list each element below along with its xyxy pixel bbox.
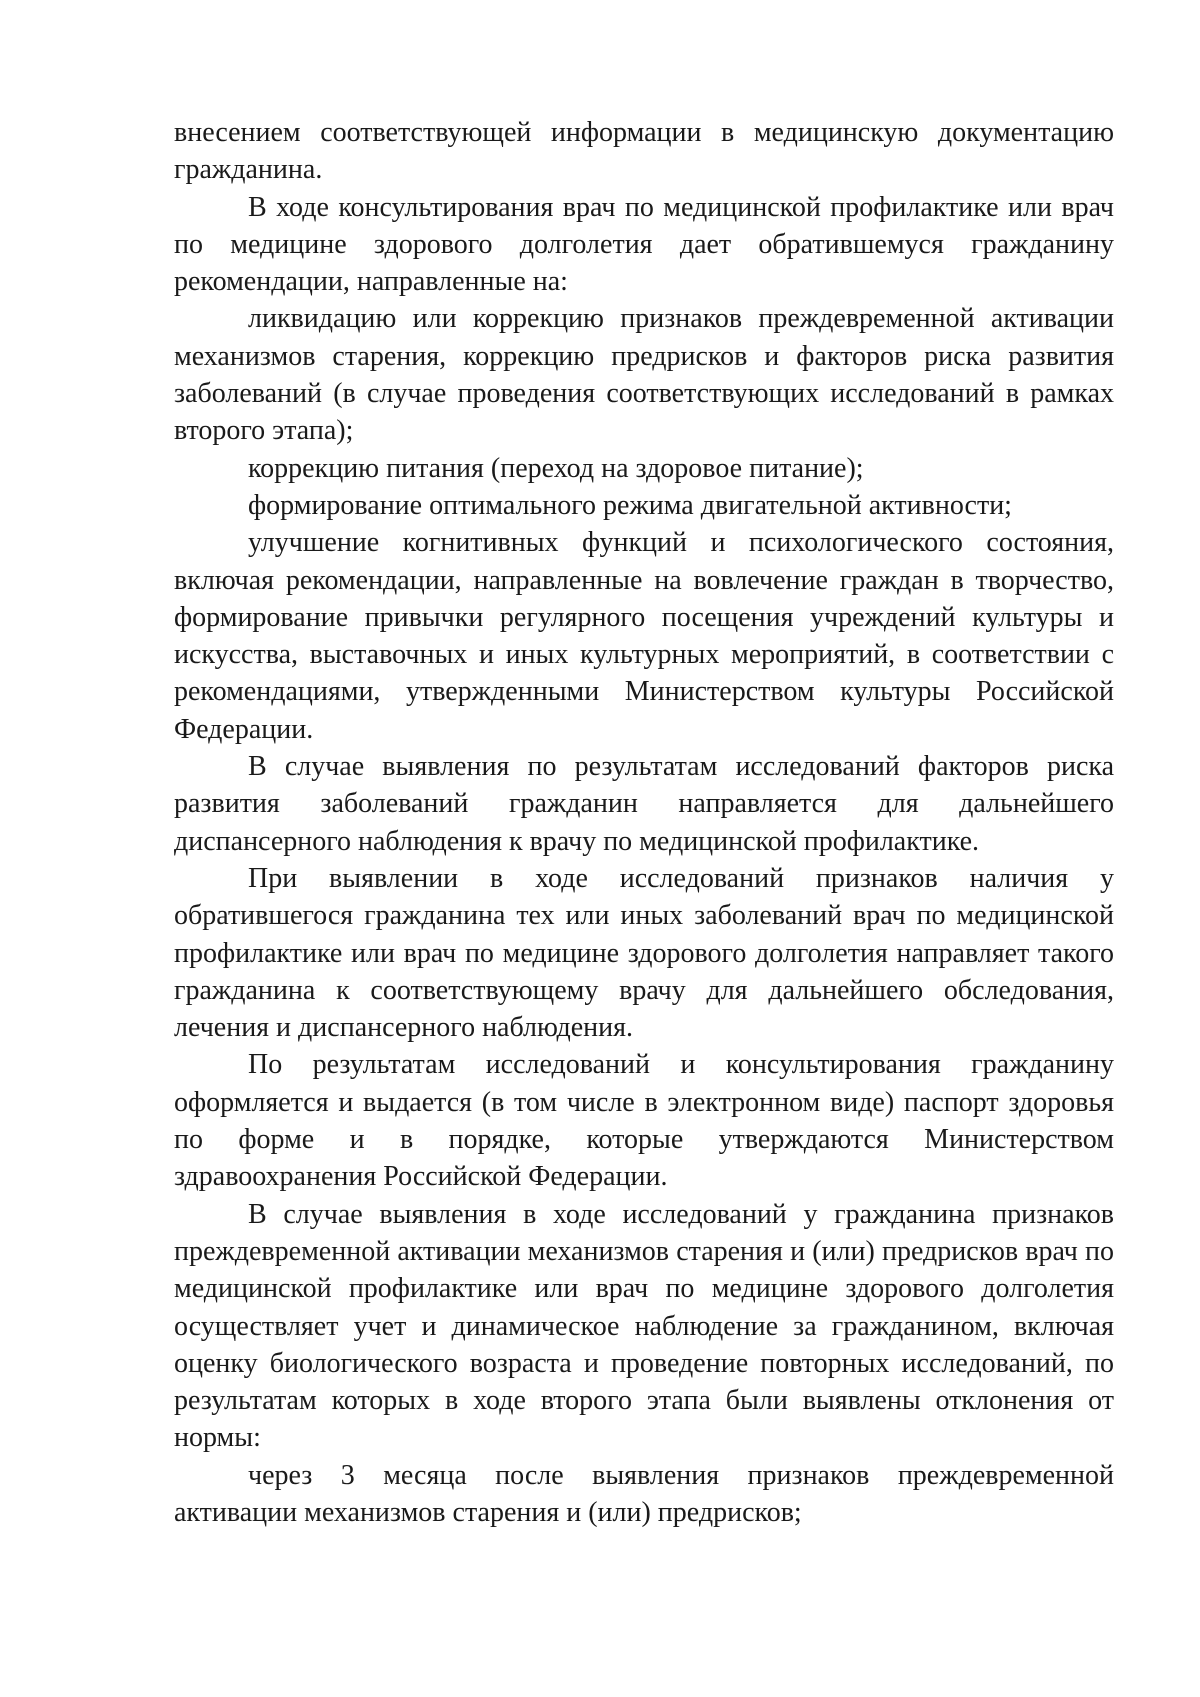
paragraph-diseases-referral: При выявлении в ходе исследований признаков наличия у обратившегося гражданина тех или иных заболеваний врач по медицинской профилактике или врач по медицине здорового долголетия направляет такого гражданина к соответствующему врачу для дальнейшего обследования, лечения и диспансерного наблюдения. — [174, 862, 1114, 1044]
paragraph-risk-factors: В случае выявления по результатам исследований факторов риска развития заболеваний гражданин направляется для дальнейшего диспансерного наблюдения к врачу по медицинской профилактике. — [174, 751, 1114, 857]
paragraph-dynamic-observation: В случае выявления в ходе исследований у гражданина признаков преждевременной активации механизмов старения и (или) предрисков врач по медицинской профилактике или врач по медицине здорового долголетия осуществляет учет и динамическое наблюдение за гражданином, включая оценку биологического возраста и проведение повторных исследований, по результатам которых в ходе второго этапа были выявлены отклонения от нормы: — [174, 1198, 1114, 1454]
paragraph-consultation-intro: В ходе консультирования врач по медицинской профилактике или врач по медицине здорового долголетия дает обратившемуся гражданину рекомендации, направленные на: — [174, 191, 1114, 298]
paragraph-recommendation-aging: ликвидацию или коррекцию признаков преждевременной активации механизмов старения, коррекцию предрисков и факторов риска развития заболеваний (в случае проведения соответствующих исследований в рамках второго этапа); — [174, 303, 1114, 447]
paragraph-health-passport: По результатам исследований и консультирования гражданину оформляется и выдается (в том числе в электронном виде) паспорт здоровья по форме и в порядке, которые утверждаются Министерством здравоохранения Российской Федерации. — [174, 1049, 1114, 1193]
paragraph-recommendation-nutrition: коррекцию питания (переход на здоровое питание); — [248, 452, 864, 484]
paragraph-three-months: через 3 месяца после выявления признаков преждевременной активации механизмов старения и (или) предрисков; — [174, 1459, 1114, 1528]
document-page — [174, 114, 1114, 1531]
paragraph-recommendation-activity: формирование оптимального режима двигательной активности; — [248, 489, 1012, 521]
paragraph-recommendation-cognitive: улучшение когнитивных функций и психологического состояния, включая рекомендации, направленные на вовлечение граждан в творчество, формирование привычки регулярного посещения учреждений культуры и искусства, выставочных и иных культурных мероприятий, в соответствии с рекомендациями, утвержденными Министерством культуры Российской Федерации. — [174, 527, 1114, 745]
paragraph-continuation: внесением соответствующей информации в медицинскую документацию гражданина. — [174, 117, 1114, 186]
